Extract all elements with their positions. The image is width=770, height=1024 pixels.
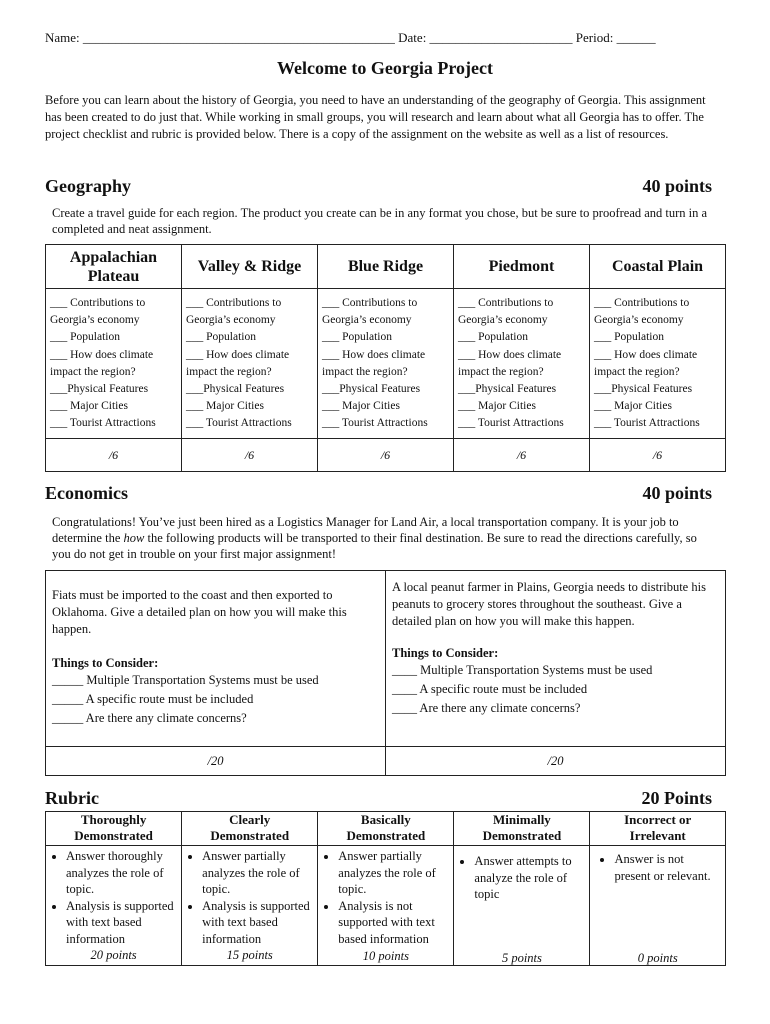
checklist-line: ___Physical Features <box>458 383 557 396</box>
checklist-line: Georgia’s economy <box>594 314 684 327</box>
region-score: /6 <box>590 439 726 472</box>
rubric-points: 20 Points <box>641 788 712 808</box>
geography-description: Create a travel guide for each region. The product you create can be in any format you chose, but be sure to proofread and turn in a completed and neat assignment. <box>52 206 708 236</box>
economics-desc-part1: Congratulations! You’ve just been hired as a Logistics Manager for Land Air, a local transportation company. It is your job to determine the <box>52 515 679 545</box>
consider-line: ____ A specific route must be included <box>392 682 588 696</box>
checklist-line: ___Physical Features <box>50 383 149 396</box>
checklist-line: ___ Population <box>186 331 256 344</box>
checklist-line: ___ Tourist Attractions <box>50 417 156 430</box>
region-header-piedmont: Piedmont <box>454 245 590 289</box>
economics-task-peanuts <box>386 571 726 747</box>
region-header-appalachian-plateau: Appalachian Plateau <box>46 245 182 289</box>
economics-description <box>52 514 717 562</box>
rubric-level-title: Minimally <box>493 812 551 827</box>
region-checklist <box>46 289 182 439</box>
checklist-line: ___ Major Cities <box>50 400 128 413</box>
checklist-line: impact the region? <box>594 365 680 378</box>
rubric-level-score: 5 points <box>501 950 542 965</box>
economics-task-fiats <box>46 571 386 747</box>
checklist-line: ___Physical Features <box>322 383 421 396</box>
geography-heading <box>45 176 712 197</box>
checklist-line: ___ Major Cities <box>458 400 536 413</box>
consider-line: _____ A specific route must be included <box>52 692 254 706</box>
checklist-line: Georgia’s economy <box>50 314 140 327</box>
region-checklist <box>454 289 590 439</box>
rubric-level-title: Irrelevant <box>629 828 686 843</box>
checklist-line: ___ Population <box>594 331 664 344</box>
geography-table <box>45 244 726 472</box>
rubric-level-title: Clearly <box>229 812 271 827</box>
region-checklist <box>318 289 454 439</box>
economics-desc-part2: the following products will be transported to their final destination. Be sure to read the directions carefully, so you do not get in trouble on your first major assignment! <box>52 531 697 561</box>
checklist-line: ___ Population <box>50 331 120 344</box>
rubric-level-title: Incorrect or <box>624 812 692 827</box>
rubric-level-score: 10 points <box>362 948 409 963</box>
rubric-level-title: Demonstrated <box>346 828 426 843</box>
checklist-line: ___Physical Features <box>594 383 693 396</box>
rubric-level-header <box>590 812 726 846</box>
checklist-line: ___ How does climate <box>186 348 290 361</box>
region-header-blue-ridge: Blue Ridge <box>318 245 454 289</box>
checklist-line: ___ Tourist Attractions <box>458 417 564 430</box>
region-header-valley-ridge: Valley & Ridge <box>182 245 318 289</box>
rubric-level-cell <box>590 846 726 966</box>
region-header-coastal-plain: Coastal Plain <box>590 245 726 289</box>
page-title: Welcome to Georgia Project <box>276 58 494 78</box>
rubric-level-header <box>454 812 590 846</box>
intro-paragraph: Before you can learn about the history of Georgia, you need to have an understanding of the geography of Georgia. This assignment has been created to do just that. While working in small groups, you will research and learn about what all Georgia has to offer. The project checklist and rubric is provided below. There is a copy of the assignment on the website as well as a list of resources. <box>45 93 706 141</box>
region-checklist <box>182 289 318 439</box>
checklist-line: Georgia’s economy <box>458 314 548 327</box>
rubric-bullet: • Answer is not present or relevant. <box>614 851 719 884</box>
region-checklist <box>590 289 726 439</box>
checklist-line: ___ Tourist Attractions <box>594 417 700 430</box>
rubric-level-title: Demonstrated <box>210 828 290 843</box>
rubric-level-header <box>182 812 318 846</box>
economics-heading <box>45 483 712 504</box>
rubric-bullet: • Answer partially analyzes the role of topic. <box>202 848 311 898</box>
checklist-line: ___ Tourist Attractions <box>186 417 292 430</box>
checklist-line: ___ Major Cities <box>594 400 672 413</box>
rubric-level-score: 20 points <box>90 947 137 962</box>
geography-title: Geography <box>45 176 132 196</box>
student-info-line: Name: ________________________________________________ Date: ______________________ Period: ______ <box>45 30 656 45</box>
checklist-line: ___ Contributions to <box>322 297 418 309</box>
things-to-consider-title: Things to Consider: <box>392 646 499 660</box>
rubric-bullet: • Answer attempts to analyze the role of topic <box>474 853 583 903</box>
rubric-title: Rubric <box>45 788 99 808</box>
economics-title: Economics <box>45 483 128 503</box>
checklist-line: ___ Contributions to <box>50 297 146 309</box>
checklist-line: Georgia’s economy <box>186 314 276 327</box>
rubric-bullet: • Analysis is not supported with text based information <box>338 898 447 948</box>
task-prompt: Fiats must be imported to the coast and then exported to Oklahoma. Give a detailed plan on how you will make this happen. <box>52 588 347 636</box>
consider-line: ____ Multiple Transportation Systems must be used <box>392 663 653 677</box>
checklist-line: impact the region? <box>50 365 136 378</box>
task-score: /20 <box>386 747 726 776</box>
rubric-level-cell <box>454 846 590 966</box>
checklist-line: ___Physical Features <box>186 383 285 396</box>
rubric-table <box>45 811 726 966</box>
checklist-line: ___ Contributions to <box>458 297 554 309</box>
checklist-line: ___ How does climate <box>322 348 426 361</box>
checklist-line: ___ Contributions to <box>594 297 690 309</box>
region-score: /6 <box>454 439 590 472</box>
checklist-line: impact the region? <box>458 365 544 378</box>
checklist-line: ___ How does climate <box>458 348 562 361</box>
checklist-line: ___ How does climate <box>50 348 154 361</box>
checklist-line: ___ Tourist Attractions <box>322 417 428 430</box>
rubric-level-header <box>46 812 182 846</box>
geography-points: 40 points <box>642 176 712 196</box>
rubric-level-score: 15 points <box>226 947 273 962</box>
checklist-line: ___ Major Cities <box>186 400 264 413</box>
rubric-bullet: • Answer partially analyzes the role of topic. <box>338 848 447 898</box>
rubric-level-cell <box>46 846 182 966</box>
task-score: /20 <box>46 747 386 776</box>
rubric-level-title: Thoroughly <box>80 812 147 827</box>
consider-line: _____ Are there any climate concerns? <box>52 711 247 725</box>
economics-desc-emphasis: how <box>123 531 145 545</box>
rubric-level-title: Demonstrated <box>74 828 153 843</box>
checklist-line: Georgia’s economy <box>322 314 412 327</box>
region-score: /6 <box>318 439 454 472</box>
checklist-line: ___ Major Cities <box>322 400 400 413</box>
rubric-level-cell <box>318 846 454 966</box>
rubric-heading <box>45 788 712 809</box>
checklist-line: impact the region? <box>322 365 408 378</box>
rubric-level-title: Basically <box>360 812 411 827</box>
things-to-consider-title: Things to Consider: <box>52 656 159 670</box>
region-score: /6 <box>182 439 318 472</box>
rubric-bullet: • Analysis is supported with text based information <box>66 898 175 948</box>
consider-line: ____ Are there any climate concerns? <box>392 701 581 715</box>
consider-line: _____ Multiple Transportation Systems must be used <box>52 673 319 687</box>
rubric-level-cell <box>182 846 318 966</box>
economics-points: 40 points <box>642 483 712 503</box>
checklist-line: impact the region? <box>186 365 272 378</box>
rubric-bullet: • Analysis is supported with text based information <box>202 898 311 948</box>
rubric-bullet: • Answer thoroughly analyzes the role of topic. <box>66 848 175 898</box>
checklist-line: ___ How does climate <box>594 348 698 361</box>
checklist-line: ___ Population <box>322 331 392 344</box>
rubric-level-score: 0 points <box>637 950 678 965</box>
region-score: /6 <box>46 439 182 472</box>
rubric-level-header <box>318 812 454 846</box>
checklist-line: ___ Population <box>458 331 528 344</box>
task-prompt: A local peanut farmer in Plains, Georgia needs to distribute his peanuts to grocery stores throughout the southeast. Give a detailed plan on how you will make this happen. <box>392 580 706 628</box>
economics-table <box>45 570 726 776</box>
rubric-level-title: Demonstrated <box>482 828 562 843</box>
checklist-line: ___ Contributions to <box>186 297 282 309</box>
